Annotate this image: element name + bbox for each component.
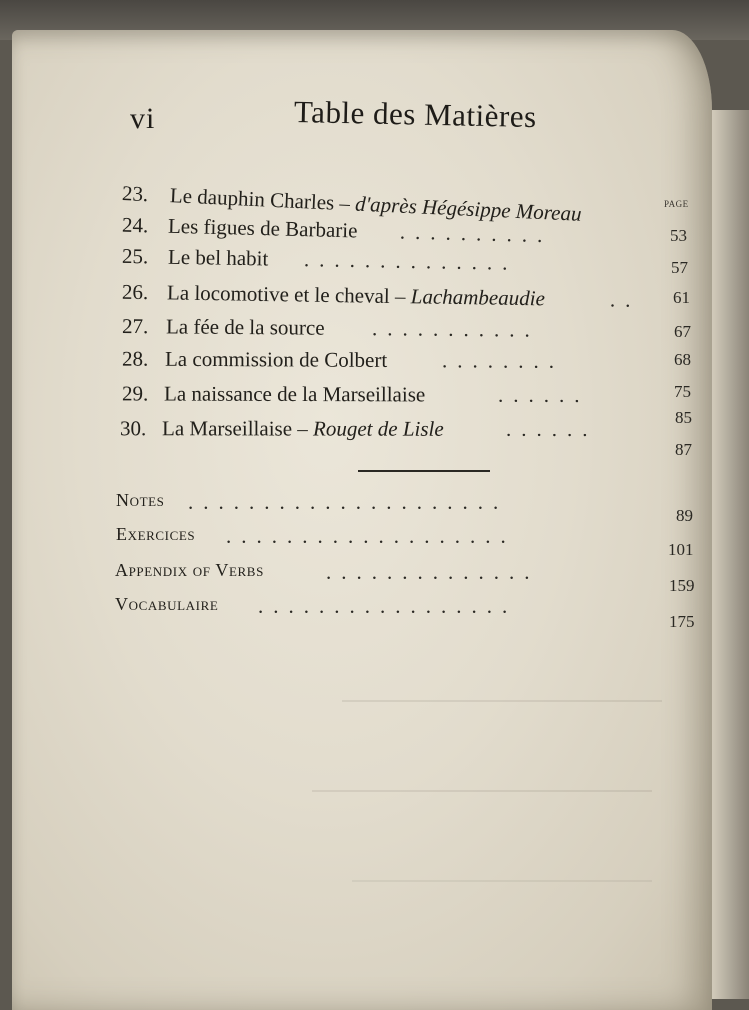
page-title: Table des Matières	[293, 94, 538, 135]
toc-back-entry	[12, 490, 712, 520]
entry-number: 27.	[121, 313, 149, 339]
page-folio: vi	[130, 102, 156, 135]
dot-leader: .....................	[188, 490, 509, 514]
dot-leader: ...................	[226, 524, 516, 548]
entry-page-number: 101	[668, 540, 694, 559]
dot-leader: ..............	[326, 560, 540, 584]
entry-page-number: 57	[671, 258, 688, 277]
entry-title: La Marseillaise – Rouget de Lisle	[161, 416, 444, 441]
dot-leader: ..	[609, 287, 641, 312]
entry-title: Exercices	[116, 524, 196, 544]
entry-number: 29.	[121, 381, 149, 406]
entry-number: 30.	[119, 416, 147, 441]
entry-page-number: 89	[676, 506, 693, 525]
entry-page-number: 87	[675, 440, 692, 459]
section-divider	[358, 470, 490, 472]
show-through	[342, 700, 662, 702]
dot-leader: ......	[497, 382, 590, 408]
entry-title: La commission de Colbert	[164, 346, 388, 372]
entry-title: Le bel habit	[167, 244, 269, 271]
toc-back-entry	[12, 524, 712, 554]
entry-page-number: 75	[674, 382, 691, 401]
dot-leader: ......	[505, 416, 598, 442]
book-page	[12, 30, 712, 1010]
entry-author: Rouget de Lisle	[313, 416, 444, 441]
dot-leader: ...........	[371, 316, 540, 342]
dot-leader: ........	[441, 348, 565, 373]
entry-page-number: 67	[674, 322, 691, 341]
toc-entry	[12, 346, 712, 380]
entry-author: d'après Hégésippe Moreau	[354, 191, 583, 226]
dot-leader: .................	[258, 594, 518, 618]
entry-number: 25.	[121, 243, 149, 269]
toc-entry	[12, 416, 712, 447]
toc-back-entry	[12, 560, 712, 590]
entry-title: Le dauphin Charles – d'après Hégésippe Moreau	[169, 183, 583, 226]
toc-entry	[12, 278, 712, 319]
entry-author: Lachambeaudie	[410, 284, 546, 311]
entry-title: Notes	[116, 490, 165, 510]
toc-entry	[12, 313, 712, 349]
entry-title: Les figues de Barbarie	[167, 213, 358, 243]
entry-number: 23.	[121, 181, 149, 207]
entry-title: La locomotive et le cheval – Lachambeaudie	[166, 280, 546, 311]
dot-leader: ..............	[303, 247, 518, 275]
entry-number: 28.	[121, 346, 149, 371]
entry-title: Appendix of Verbs	[115, 560, 264, 580]
entry-page-number: 175	[669, 612, 695, 631]
entry-title: La naissance de la Marseillaise	[163, 381, 426, 407]
show-through	[312, 790, 652, 792]
entry-page-number: 53	[670, 226, 687, 245]
entry-page-number: 85	[675, 408, 692, 427]
page-column-label: PAGE	[664, 199, 689, 209]
toc-entry	[12, 381, 712, 413]
show-through	[352, 880, 652, 882]
entry-number: 26.	[121, 279, 149, 305]
toc-back-entry	[12, 594, 712, 624]
entry-page-number: 61	[673, 288, 690, 307]
dot-leader: ..........	[399, 219, 553, 248]
entry-number: 24.	[121, 212, 149, 238]
entry-title: La fée de la source	[165, 314, 325, 340]
entry-page-number: 68	[674, 350, 691, 369]
entry-title: Vocabulaire	[115, 594, 219, 614]
entry-page-number: 159	[669, 576, 695, 595]
